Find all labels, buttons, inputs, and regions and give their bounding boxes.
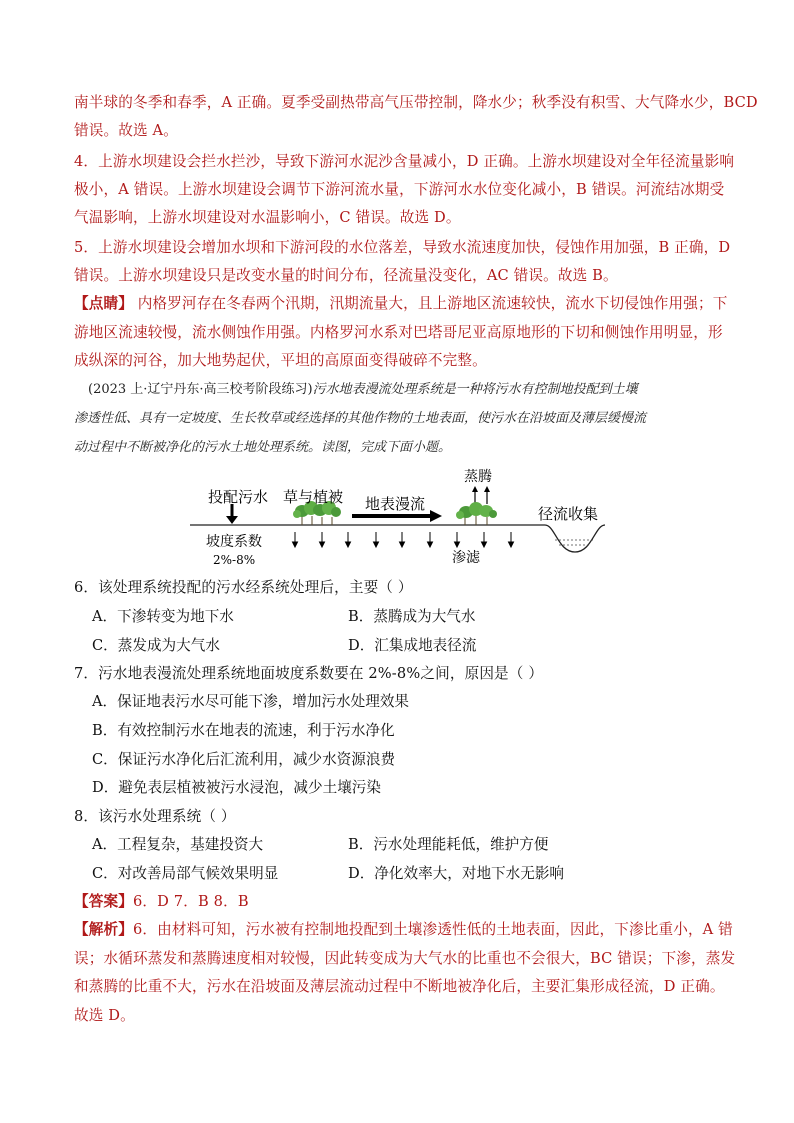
label-slope-range: 2%-8%	[213, 553, 256, 567]
dianjing-text: 内格罗河存在冬春两个汛期，汛期流量大，且上游地区流速较快，流水下切侵蚀作用强；下	[132, 295, 728, 312]
label-collect: 径流收集	[538, 505, 599, 523]
collection-basin	[545, 525, 605, 552]
analysis-text: 6．由材料可知，污水被有控制地投配到土壤渗透性低的土地表面，因此，下渗比重小，A 错	[132, 921, 733, 938]
q8-option-c[interactable]: C．对改善局部气候效果明显	[92, 865, 279, 882]
analysis-line-1	[74, 920, 734, 940]
label-slope: 坡度系数	[206, 534, 262, 550]
explanation-line: 南半球的冬季和春季，A 正确。夏季受副热带高气压带控制，降水少；秋季没有积雪、大气降水少，BCD	[74, 94, 758, 111]
answer-text: 6．D 7．B 8．B	[132, 893, 249, 910]
explanation-line: 错误。故选 A。	[74, 122, 178, 139]
explanation-line: 5．上游水坝建设会增加水坝和下游河段的水位落差，导致水流速度加快，侵蚀作用加强，B 正确，D	[74, 239, 731, 256]
q7-option-b[interactable]: B．有效控制污水在地表的流速，利于污水净化	[92, 722, 395, 739]
flow-arrow-head	[430, 510, 442, 522]
stem-line: 渗透性低、具有一定坡度、生长牧草或经选择的其他作物的土地表面，使污水在沿坡面及薄层缓慢流	[74, 411, 647, 426]
explanation-line: 极小，A 错误。上游水坝建设会调节下游河流水量，下游河水水位变化减小，B 错误。河流结冰期受	[74, 181, 725, 198]
analysis-line: 故选 D。	[74, 1007, 135, 1024]
label-transpire: 蒸腾	[464, 469, 492, 485]
label-flow: 地表漫流	[365, 495, 426, 513]
stem-text: 污水地表漫流处理系统是一种将污水有控制地投配到土壤	[312, 382, 638, 397]
dianjing-line: 游地区流速较慢，流水侧蚀作用强。内格罗河水系对巴塔哥尼亚高原地形的下切和侧蚀作用明显，形	[74, 324, 723, 341]
analysis-tag: 【解析】	[74, 921, 133, 938]
q8-option-a[interactable]: A．工程复杂，基建投资大	[92, 836, 264, 853]
question-source: (2023 上·辽宁丹东·高三校考阶段练习)	[88, 382, 313, 397]
dianjing-tag: 【点睛】	[74, 295, 133, 312]
q6-option-a[interactable]: A．下渗转变为地下水	[92, 608, 234, 625]
explanation-line: 错误。上游水坝建设只是改变水量的时间分布，径流量没变化，AC 错误。故选 B。	[74, 267, 618, 284]
label-infiltrate: 渗滤	[452, 550, 480, 566]
q7-option-a[interactable]: A．保证地表污水尽可能下渗，增加污水处理效果	[92, 693, 410, 710]
q6-option-b[interactable]: B．蒸腾成为大气水	[348, 608, 476, 625]
answer-line	[74, 892, 734, 912]
q8-option-d[interactable]: D．净化效率大，对地下水无影响	[348, 865, 565, 882]
dianjing-line: 成纵深的河谷，加大地势起伏，平坦的高原面变得破碎不完整。	[74, 352, 487, 369]
label-grass: 草与植被	[283, 488, 344, 506]
label-input: 投配污水	[208, 488, 269, 506]
input-arrow-head	[226, 516, 238, 524]
q6-option-c[interactable]: C．蒸发成为大气水	[92, 637, 220, 654]
q8-option-b[interactable]: B．污水处理能耗低，维护方便	[348, 836, 549, 853]
overland-flow-diagram	[180, 462, 620, 576]
analysis-line: 误；水循环蒸发和蒸腾速度相对较慢，因此转变成为大气水的比重也不会很大，BC 错误；下渗，蒸发	[74, 950, 736, 967]
explanation-line: 气温影响，上游水坝建设对水温影响小，C 错误。故选 D。	[74, 209, 461, 226]
answer-tag: 【答案】	[74, 893, 133, 910]
q7-option-d[interactable]: D．避免表层植被被污水浸泡，减少土壤污染	[92, 779, 381, 796]
q6-option-d[interactable]: D．汇集成地表径流	[348, 637, 477, 654]
q7-option-c[interactable]: C．保证污水净化后汇流利用，减少水资源浪费	[92, 751, 396, 768]
dianjing-line-1	[74, 294, 734, 314]
question-8-stem: 8．该污水处理系统（ ）	[74, 808, 236, 825]
vegetation-icon	[456, 502, 497, 525]
stem-line: 动过程中不断被净化的污水土地处理系统。读图，完成下面小题。	[74, 440, 452, 455]
analysis-line: 和蒸腾的比重不大，污水在沿坡面及薄层流动过程中不断地被净化后，主要汇集形成径流，D 正确。	[74, 978, 725, 995]
explanation-line: 4．上游水坝建设会拦水拦沙，导致下游河水泥沙含量减小，D 正确。上游水坝建设对全年径流量影响	[74, 153, 735, 170]
infiltration-arrows	[293, 532, 514, 547]
question-7-stem: 7．污水地表漫流处理系统地面坡度系数要在 2%-8%之间，原因是（ ）	[74, 665, 544, 682]
stem-line-1	[88, 380, 734, 400]
question-6-stem: 6．该处理系统投配的污水经系统处理后，主要（ ）	[74, 579, 413, 596]
